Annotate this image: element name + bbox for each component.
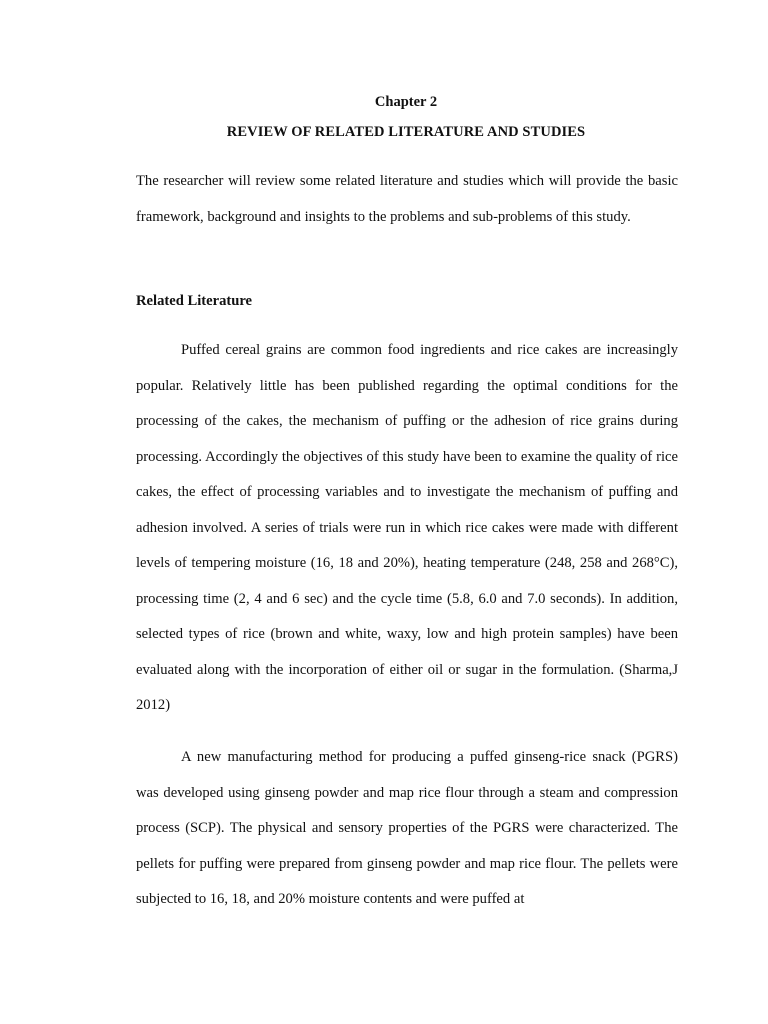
paragraph: Puffed cereal grains are common food ingredients and rice cakes are increasingly popular. Relatively little has been published regarding the optimal conditions for the processing of the cakes, the mechanism of puffing or the adhesion of rice grains during processing. Accordingly the objectives of this study have been to examine the quality of rice cakes, the effect of processing variables and to investigate the mechanism of puffing and adhesion involved. A series of trials were run in which rice cakes were made with different levels of tempering moisture (16, 18 and 20%), heating temperature (248, 258 and 268°C), processing time (2, 4 and 6 sec) and the cycle time (5.8, 6.0 and 7.0 seconds). In addition, selected types of rice (brown and white, waxy, low and high protein samples) have been evaluated along with the incorporation of either oil or sugar in the formulation. (Sharma,J 2012) (136, 342, 678, 713)
chapter-label: Chapter 2 (374, 94, 438, 110)
chapter-title: REVIEW OF RELATED LITERATURE AND STUDIES (226, 124, 586, 140)
intro-paragraph: The researcher will review some related literature and studies which will provide the basic framework, background and insights to the problems and sub-problems of this study. (136, 173, 678, 225)
paragraph: A new manufacturing method for producing a puffed ginseng-rice snack (PGRS) was developed using ginseng powder and map rice flour through a steam and compression process (SCP). The physical and sensory properties of the PGRS were characterized. The pellets for puffing were prepared from ginseng powder and map rice flour. The pellets were subjected to 16, 18, and 20% moisture contents and were puffed at (136, 749, 678, 907)
section-heading: Related Literature (136, 293, 253, 309)
